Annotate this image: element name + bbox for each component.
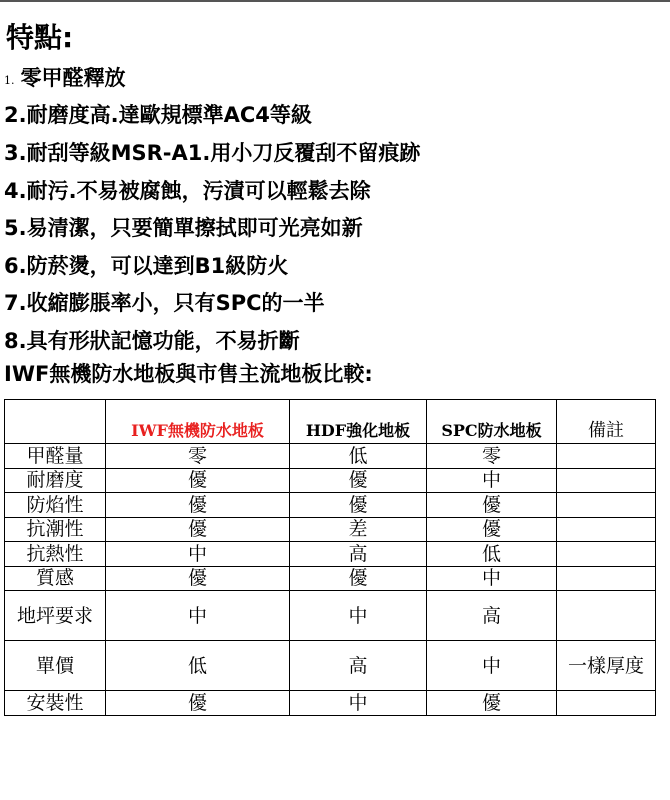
cell-note bbox=[557, 444, 656, 469]
table-row bbox=[5, 444, 656, 469]
cell-spc: 零 bbox=[427, 444, 557, 469]
feature-item bbox=[4, 321, 420, 359]
cell-hdf: 中 bbox=[290, 691, 427, 716]
feature-item bbox=[4, 58, 420, 96]
row-label: 抗潮性 bbox=[5, 517, 106, 542]
cell-iwf: 優 bbox=[106, 517, 290, 542]
cell-iwf: 中 bbox=[106, 591, 290, 641]
row-label: 耐磨度 bbox=[5, 468, 106, 493]
feature-text: 5.易清潔，只要簡單擦拭即可光亮如新 bbox=[4, 216, 363, 241]
cell-hdf: 優 bbox=[290, 468, 427, 493]
feature-text: 3.耐刮等級MSR-A1.用小刀反覆刮不留痕跡 bbox=[4, 140, 421, 165]
table-row bbox=[5, 542, 656, 567]
cell-note bbox=[557, 517, 656, 542]
cell-note: 一樣厚度 bbox=[557, 641, 656, 691]
table-header-row bbox=[5, 400, 656, 444]
comparison-title: IWF無機防水地板與市售主流地板比較: bbox=[4, 362, 373, 386]
feature-text: 4.耐污.不易被腐蝕，污漬可以輕鬆去除 bbox=[4, 178, 371, 203]
cell-hdf: 優 bbox=[290, 493, 427, 518]
cell-iwf: 低 bbox=[106, 641, 290, 691]
cell-spc: 中 bbox=[427, 468, 557, 493]
header-empty-cell bbox=[5, 400, 106, 444]
table-row bbox=[5, 517, 656, 542]
cell-note bbox=[557, 493, 656, 518]
cell-hdf: 低 bbox=[290, 444, 427, 469]
table-row bbox=[5, 641, 656, 691]
cell-spc: 優 bbox=[427, 517, 557, 542]
cell-note bbox=[557, 691, 656, 716]
comparison-table bbox=[4, 399, 656, 716]
cell-note bbox=[557, 591, 656, 641]
table-row bbox=[5, 691, 656, 716]
cell-iwf: 優 bbox=[106, 468, 290, 493]
cell-spc: 低 bbox=[427, 542, 557, 567]
cell-hdf: 高 bbox=[290, 641, 427, 691]
table-row bbox=[5, 591, 656, 641]
cell-hdf: 優 bbox=[290, 566, 427, 591]
cell-spc: 優 bbox=[427, 493, 557, 518]
cell-iwf: 零 bbox=[106, 444, 290, 469]
row-label: 抗熱性 bbox=[5, 542, 106, 567]
feature-text: 8.具有形狀記憶功能，不易折斷 bbox=[4, 328, 300, 353]
feature-item bbox=[4, 133, 420, 171]
cell-iwf: 優 bbox=[106, 566, 290, 591]
header-spc: SPC防水地板 bbox=[427, 400, 557, 444]
feature-text: 7.收縮膨脹率小，只有SPC的一半 bbox=[4, 291, 325, 316]
cell-spc: 中 bbox=[427, 566, 557, 591]
feature-item bbox=[4, 284, 420, 322]
cell-note bbox=[557, 566, 656, 591]
table-row bbox=[5, 493, 656, 518]
table-row bbox=[5, 566, 656, 591]
cell-spc: 中 bbox=[427, 641, 557, 691]
cell-hdf: 差 bbox=[290, 517, 427, 542]
feature-item bbox=[4, 208, 420, 246]
feature-number: 1. bbox=[4, 74, 15, 88]
feature-item bbox=[4, 246, 420, 284]
row-label: 安裝性 bbox=[5, 691, 106, 716]
row-label: 地坪要求 bbox=[5, 591, 106, 641]
cell-iwf: 優 bbox=[106, 691, 290, 716]
header-notes: 備註 bbox=[557, 400, 656, 444]
header-hdf: HDF強化地板 bbox=[290, 400, 427, 444]
feature-text: 零甲醛釋放 bbox=[20, 65, 126, 90]
cell-spc: 優 bbox=[427, 691, 557, 716]
feature-text: 2.耐磨度高.達歐規標準AC4等級 bbox=[4, 103, 312, 128]
top-divider bbox=[0, 0, 670, 2]
cell-hdf: 中 bbox=[290, 591, 427, 641]
cell-hdf: 高 bbox=[290, 542, 427, 567]
header-iwf: IWF無機防水地板 bbox=[106, 400, 290, 444]
cell-note bbox=[557, 468, 656, 493]
page-heading: 特點: bbox=[6, 21, 74, 54]
row-label: 單價 bbox=[5, 641, 106, 691]
cell-iwf: 優 bbox=[106, 493, 290, 518]
feature-item bbox=[4, 96, 420, 134]
cell-note bbox=[557, 542, 656, 567]
feature-text: 6.防菸燙，可以達到B1級防火 bbox=[4, 253, 289, 278]
table-row bbox=[5, 468, 656, 493]
row-label: 防焰性 bbox=[5, 493, 106, 518]
feature-item bbox=[4, 171, 420, 209]
feature-list bbox=[4, 58, 420, 359]
row-label: 質感 bbox=[5, 566, 106, 591]
row-label: 甲醛量 bbox=[5, 444, 106, 469]
cell-iwf: 中 bbox=[106, 542, 290, 567]
cell-spc: 高 bbox=[427, 591, 557, 641]
